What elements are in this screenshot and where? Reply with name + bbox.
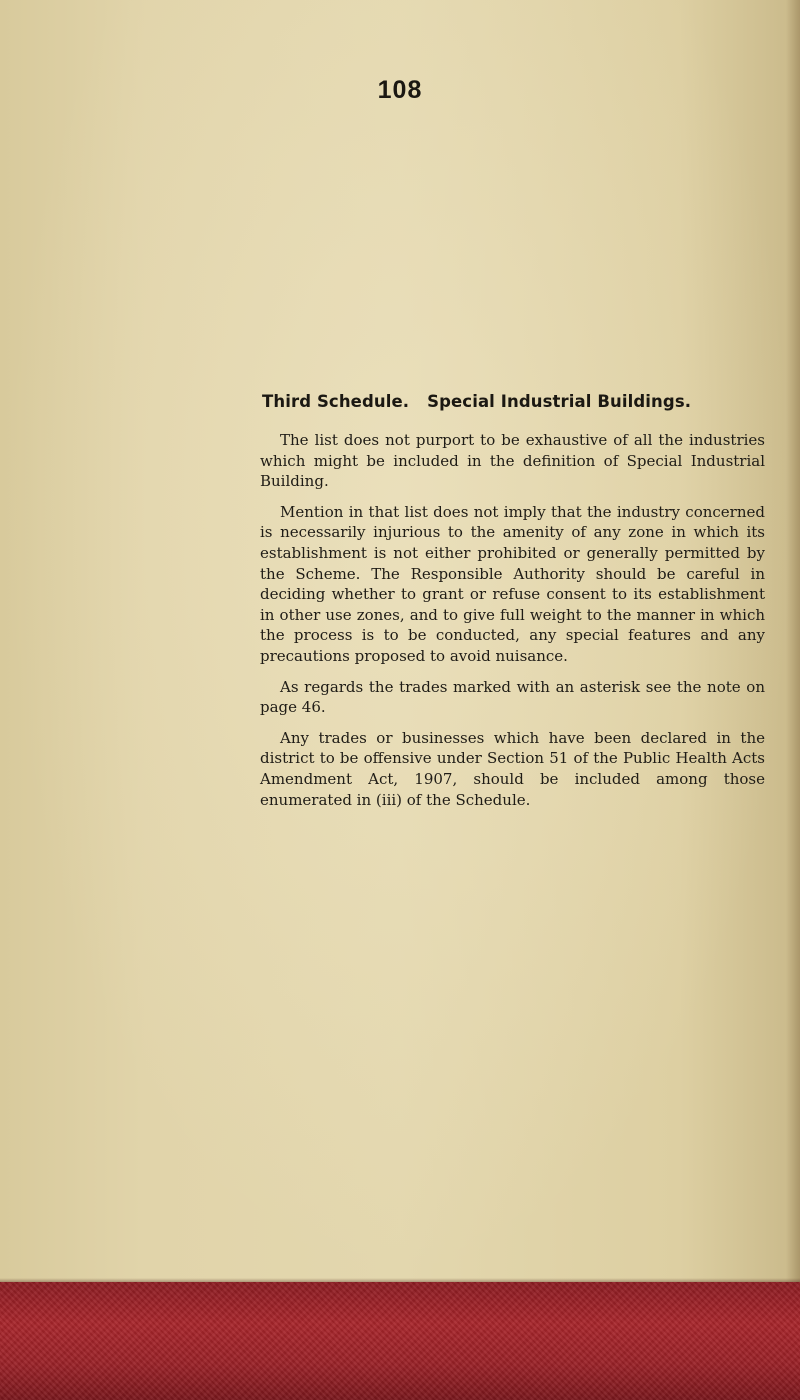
paragraph-mention-note: Mention in that list does not imply that the industry concerned is necessarily injurious to the amenity of any zone in which its establishment is not either prohibited or generally permitted by the Scheme. The Responsible Authority should be careful in deciding whether to grant or refuse consent to its establishment in other use zones, and to give full weight to the manner in which the process is to be conducted, any special features and any precautions proposed to avoid nuisance. xyxy=(260,502,765,665)
page-edge-shadow xyxy=(786,0,800,1282)
paragraph-exhaustive-note: The list does not purport to be exhaustive of all the industries which might be included in the definition of Special Industrial Building. xyxy=(260,431,765,491)
schedule-title: Special Industrial Buildings. xyxy=(427,392,692,411)
background-cloth xyxy=(0,1282,800,1400)
schedule-heading xyxy=(262,392,691,411)
paragraph-asterisk-note: As regards the trades marked with an asterisk see the note on page 46. xyxy=(260,677,765,717)
schedule-label: Third Schedule. xyxy=(262,392,410,411)
page-number: 108 xyxy=(377,76,423,104)
paragraph-offensive-trades-note: Any trades or businesses which have been declared in the district to be offensive under Section 51 of the Public Health Acts Amendment Act, 1907, should be included among those enumerated in (iii) of the Schedule. xyxy=(260,728,765,809)
body-text xyxy=(260,430,765,820)
